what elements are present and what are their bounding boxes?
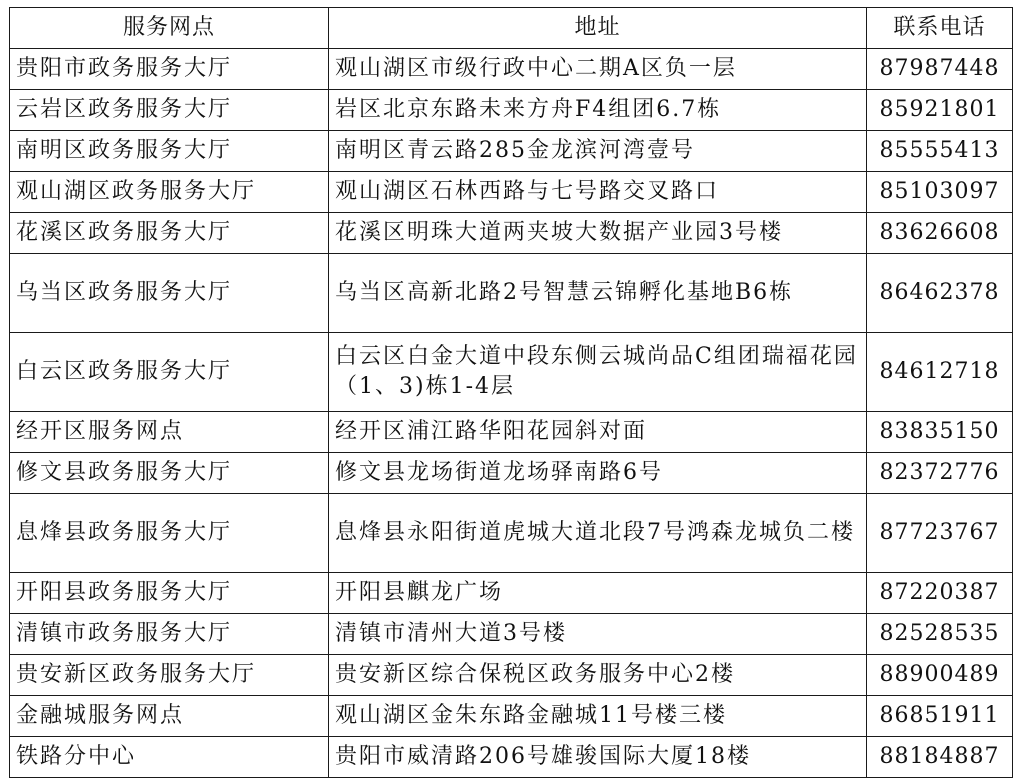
address-cell: 经开区浦江路华阳花园斜对面: [329, 412, 867, 453]
address-cell: 清镇市清州大道3号楼: [329, 614, 867, 655]
address-cell: 息烽县永阳街道虎城大道北段7号鸿森龙城负二楼: [329, 494, 867, 573]
table-row: [10, 90, 1013, 131]
header-phone: 联系电话: [867, 8, 1013, 49]
address-cell: 岩区北京东路未来方舟F4组团6.7栋: [329, 90, 867, 131]
table-body: [10, 49, 1013, 778]
phone-cell: 83835150: [867, 412, 1013, 453]
service-point-cell: 云岩区政务服务大厅: [10, 90, 329, 131]
service-points-table-container: [9, 7, 1013, 778]
table-row: [10, 573, 1013, 614]
address-cell: 贵安新区综合保税区政务服务中心2楼: [329, 655, 867, 696]
service-point-cell: 开阳县政务服务大厅: [10, 573, 329, 614]
table-row: [10, 494, 1013, 573]
table-row: [10, 254, 1013, 333]
table-row: [10, 49, 1013, 90]
phone-cell: 87723767: [867, 494, 1013, 573]
phone-cell: 86851911: [867, 696, 1013, 737]
address-cell: 乌当区高新北路2号智慧云锦孵化基地B6栋: [329, 254, 867, 333]
table-row: [10, 696, 1013, 737]
address-cell: 观山湖区石林西路与七号路交叉路口: [329, 172, 867, 213]
phone-cell: 88900489: [867, 655, 1013, 696]
table-row: [10, 213, 1013, 254]
address-cell: 观山湖区市级行政中心二期A区负一层: [329, 49, 867, 90]
phone-cell: 82528535: [867, 614, 1013, 655]
service-point-cell: 乌当区政务服务大厅: [10, 254, 329, 333]
table-row: [10, 737, 1013, 778]
service-point-cell: 观山湖区政务服务大厅: [10, 172, 329, 213]
table-row: [10, 333, 1013, 412]
phone-cell: 84612718: [867, 333, 1013, 412]
table-row: [10, 453, 1013, 494]
service-point-cell: 修文县政务服务大厅: [10, 453, 329, 494]
service-point-cell: 白云区政务服务大厅: [10, 333, 329, 412]
service-point-cell: 清镇市政务服务大厅: [10, 614, 329, 655]
phone-cell: 88184887: [867, 737, 1013, 778]
service-point-cell: 贵安新区政务服务大厅: [10, 655, 329, 696]
address-cell: 花溪区明珠大道两夹坡大数据产业园3号楼: [329, 213, 867, 254]
table-row: [10, 412, 1013, 453]
table-row: [10, 655, 1013, 696]
address-cell: 观山湖区金朱东路金融城11号楼三楼: [329, 696, 867, 737]
address-cell: 贵阳市威清路206号雄骏国际大厦18楼: [329, 737, 867, 778]
header-address: 地址: [329, 8, 867, 49]
phone-cell: 87220387: [867, 573, 1013, 614]
table-row: [10, 172, 1013, 213]
address-cell: 白云区白金大道中段东侧云城尚品C组团瑞福花园（1、3)栋1-4层: [329, 333, 867, 412]
phone-cell: 83626608: [867, 213, 1013, 254]
phone-cell: 85103097: [867, 172, 1013, 213]
header-service-point: 服务网点: [10, 8, 329, 49]
service-point-cell: 铁路分中心: [10, 737, 329, 778]
service-points-table: [9, 7, 1013, 778]
service-point-cell: 息烽县政务服务大厅: [10, 494, 329, 573]
service-point-cell: 金融城服务网点: [10, 696, 329, 737]
address-cell: 开阳县麒龙广场: [329, 573, 867, 614]
service-point-cell: 南明区政务服务大厅: [10, 131, 329, 172]
service-point-cell: 经开区服务网点: [10, 412, 329, 453]
phone-cell: 85555413: [867, 131, 1013, 172]
table-header-row: [10, 8, 1013, 49]
phone-cell: 82372776: [867, 453, 1013, 494]
phone-cell: 87987448: [867, 49, 1013, 90]
address-cell: 南明区青云路285金龙滨河湾壹号: [329, 131, 867, 172]
service-point-cell: 贵阳市政务服务大厅: [10, 49, 329, 90]
service-point-cell: 花溪区政务服务大厅: [10, 213, 329, 254]
table-row: [10, 131, 1013, 172]
table-row: [10, 614, 1013, 655]
phone-cell: 85921801: [867, 90, 1013, 131]
phone-cell: 86462378: [867, 254, 1013, 333]
address-cell: 修文县龙场街道龙场驿南路6号: [329, 453, 867, 494]
